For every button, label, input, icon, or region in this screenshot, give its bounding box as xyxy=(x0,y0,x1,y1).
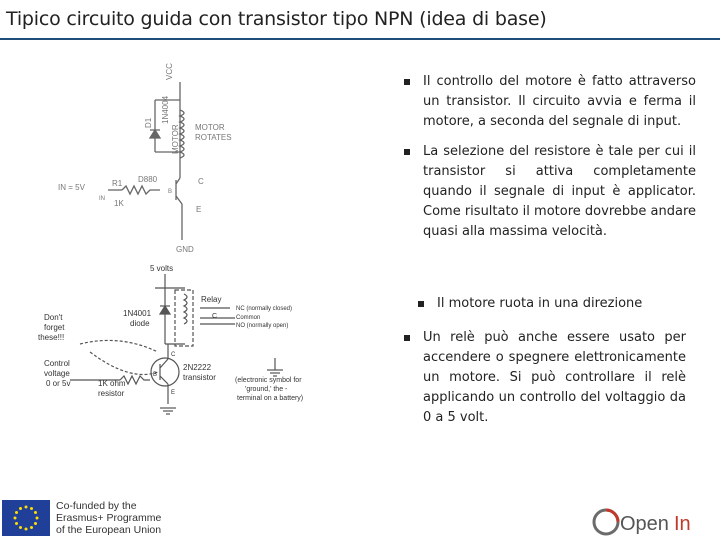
motor-rotates-label-1: MOTOR xyxy=(195,123,225,132)
bullet-text: Il motore ruota in una direzione xyxy=(437,296,643,311)
ground-symbol-label-3: terminal on a battery) xyxy=(237,395,304,402)
relay-c-label: C xyxy=(212,313,218,320)
transistor-part-label: 2N2222 xyxy=(183,363,212,372)
r1-value-label: 1K xyxy=(114,199,124,208)
bullet-square-icon xyxy=(404,79,410,85)
base-label: B xyxy=(153,372,158,378)
bullet-square-icon xyxy=(404,149,410,155)
relay-label: Relay xyxy=(201,295,222,304)
eu-flag-icon xyxy=(2,500,50,536)
bullet-square-icon xyxy=(418,301,424,307)
input-voltage-label: IN = 5V xyxy=(58,183,85,192)
relay-nc-label: NC (normally closed) xyxy=(236,306,293,312)
title-underline xyxy=(0,38,720,40)
bullet-text: Il controllo del motore è fatto attraverso un transistor. Il circuito avvia e ferma il motore, a seconda del segnale di input. xyxy=(423,74,696,129)
bullet-item xyxy=(418,294,688,314)
logo-text-in: In xyxy=(674,513,691,535)
eu-text-line: of the European Union xyxy=(56,524,162,536)
diode-label: D1 xyxy=(144,117,153,128)
motor-rotates-label-2: ROTATES xyxy=(195,133,232,142)
diode-type-label: diode xyxy=(130,319,150,328)
vcc-label: VCC xyxy=(165,63,174,80)
diode-part-label: 1N4001 xyxy=(123,309,152,318)
dont-forget-label-2: forget xyxy=(44,323,65,332)
motor-drive-circuit-diagram xyxy=(50,60,310,270)
emitter-label: E xyxy=(171,390,176,396)
collector-label: C xyxy=(198,177,204,186)
dont-forget-label-1: Don't xyxy=(44,313,63,322)
resistor-value-label: 1K ohm xyxy=(98,379,126,388)
eu-text-line: Co-funded by the xyxy=(56,500,137,512)
emitter-label: E xyxy=(196,205,202,214)
bullet-item xyxy=(404,142,696,242)
slide-title: Tipico circuito guida con transistor tipo NPN (idea di base) xyxy=(6,8,547,30)
logo-text-open: Open xyxy=(620,513,669,535)
in-label: IN xyxy=(99,196,105,202)
control-voltage-label-3: 0 or 5v xyxy=(46,379,71,388)
motor-label: MOTOR xyxy=(171,124,180,154)
bullet-text: La selezione del resistore è tale per cui il transistor si attiva completamente quando il segnale di input è applicator. Come risultato il motore dovrebbe andare quasi alla massima velocità. xyxy=(423,144,696,239)
diode-part-label: 1N4004 xyxy=(161,95,170,124)
bullet-square-icon xyxy=(404,335,410,341)
transistor-part-label: D880 xyxy=(138,175,158,184)
relay-common-label: Common xyxy=(236,315,261,321)
control-voltage-label-1: Control xyxy=(44,359,70,368)
ground-symbol-label-1: (electronic symbol for xyxy=(235,377,302,384)
dont-forget-label-3: these!!! xyxy=(38,333,65,342)
resistor-type-label: resistor xyxy=(98,389,125,398)
eu-cofunding-text xyxy=(56,500,161,536)
relay-circuit-diagram xyxy=(30,262,330,422)
transistor-type-label: transistor xyxy=(183,373,216,382)
supply-voltage-label: 5 volts xyxy=(150,264,174,273)
gnd-label: GND xyxy=(176,245,194,254)
bullet-item xyxy=(404,72,696,132)
ground-symbol-label-2: 'ground,' the - xyxy=(245,386,288,393)
bullet-text: Un relè può anche essere usato per accendere o spegnere elettronicamente un motore. Si può controllare il relè applicando un controllo del voltaggio da 0 a 5 volt. xyxy=(423,330,686,425)
collector-label: C xyxy=(171,352,176,358)
control-voltage-label-2: voltage xyxy=(44,369,70,378)
bullet-item xyxy=(404,328,686,428)
base-label: B xyxy=(168,189,173,195)
r1-label: R1 xyxy=(112,179,123,188)
relay-no-label: NO (normally open) xyxy=(236,323,289,329)
eu-text-line: Erasmus+ Programme xyxy=(56,512,162,524)
openin-logo xyxy=(590,506,716,538)
